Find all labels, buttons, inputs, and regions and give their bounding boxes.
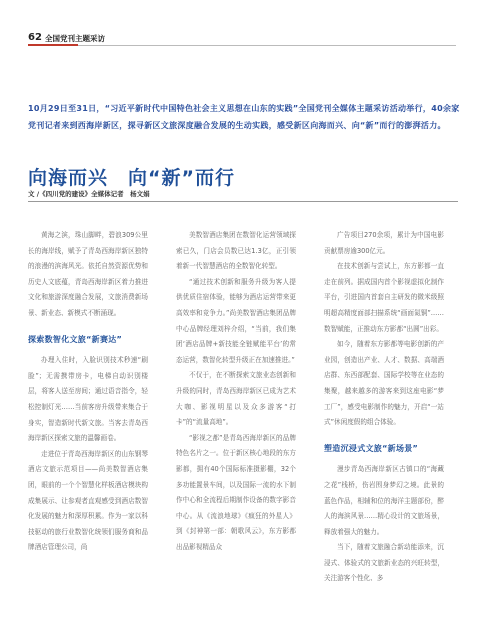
article-byline: 文 /《四川党的建设》全媒体记者 杨文娟 bbox=[28, 190, 150, 198]
column-2 bbox=[176, 228, 296, 555]
paragraph: “影视之都”是青岛西海岸新区的品牌特色名片之一。位于新区核心地段的东方影都，拥有40个国际标准摄影棚，32个多功能置景车间，以及国际一流的水下制作中心和全流程后期制作设备的数字影音中心。从《流浪地球》《疯狂的外星人》到《封神第一部：朝歌风云》，东方影都出品影视精品众 bbox=[176, 433, 296, 551]
subheading: 塑造沉浸式文旅“新场景” bbox=[324, 443, 419, 453]
paragraph: 办理入住时，入脸识别技术秒速“刷脸”；无需携带房卡，电梯自动识别楼层，将客人送至房间；通过语音指令，轻松控制灯光……当前客房升级带来集合于身实，智造新时代新文旅。当客去青岛西海岸新区探索文旅的温馨画卷。 bbox=[28, 356, 148, 443]
paragraph: 广告项目270余项，累计为中国电影贡献票房逾300亿元。 bbox=[324, 231, 444, 255]
section-title: 全国党刊主题采访 bbox=[45, 34, 105, 43]
subheading: 探索数智化文旅“新赛达” bbox=[28, 334, 123, 344]
article-lead: 10月29日至31日，“习近平新时代中国特色社会主义思想在山东的实践”全国党刊全媒体主题采访活动举行，40余家党刊记者来到西海岸新区，探寻新区文旅深度融合发展的生动实践，感受新区向海而兴、向“新”而行的澎湃活力。 bbox=[28, 104, 460, 130]
column-3 bbox=[324, 228, 444, 587]
paragraph: 漫步青岛西海岸新区古镇口的“海藏之花”栈桥，伤岩围身梦幻之境。此景的蓝色作品，相辅和位的海洋主题部份，醉人的海滨风景……精心设计的文旅场景，释放着强大的魅力。 bbox=[324, 465, 444, 536]
article-title: 向海而兴 向“新”而行 bbox=[28, 167, 235, 189]
paragraph: 走进位于青岛西海岸新区的山东钢琴酒店文旅示范项目——尚美数智酒店集团，眼前的一个个智慧化样板酒店模块构成集展示、让参观者直观感受到酒店数智化发展的魅力和深厚积累。作为一家以科技驱动的旅行业数智化统领们服务商和品牌酒店管理公司，尚 bbox=[28, 449, 148, 552]
title-divider bbox=[28, 201, 458, 202]
paragraph: “通过技术创新和服务升级为客人提供优质住宿体验，能够为酒店运营带来更高效率和竞争力。”尚美数智酒店集团品牌中心品牌经理刘梓介绍，“当前，我们集团‘酒店品牌+新技能全链赋能平台’的常态运营，数智化转型升级正在加速推进。” bbox=[176, 277, 296, 364]
header-divider bbox=[28, 45, 456, 46]
paragraph: 黄海之滨，珠山脚畔，碧浪309公里长的海岸线，赋予了青岛西海岸新区独特的浪漫的滨海风光。依托自然资源优势和历史人文底蕴，青岛西海岸新区着力推进文化和旅游深度融合发展，文旅消费新场景、新业态、新模式不断涌现。 bbox=[28, 231, 148, 317]
paragraph: 美数智酒店集团在数智化运营领域探索已久，门店会员数已达1.3亿，正引领着新一代智慧酒店的全数智化转型。 bbox=[176, 231, 296, 271]
paragraph: 在技术创新与尝试上，东方影都一直走在前列。据成国内首个影视虚拟化制作平台，引进国内首套自主研发的微米级照明超高精度面部扫描系统“画面氮铜”……数智赋能，正推动东方影都“出圆”出彩。 bbox=[324, 262, 444, 333]
header-accent-bar bbox=[28, 44, 78, 46]
paragraph: 不仅于，在不断探索文旅业态创新和升级的同时，青岛西海岸新区已成为艺术大咖、影视明星以及众多游客“打卡”的“流量高地”。 bbox=[176, 371, 296, 427]
page-header bbox=[0, 30, 484, 50]
paragraph: 当下，随着文旅融合新动能添来，沉浸式、体验式的文旅新业态的兴旺转型，关注游客个性化、多 bbox=[324, 543, 444, 583]
paragraph: 如今，随着东方影都等电影创新的产业园，创造出产业、人才、数据、高端酒店群、东西部配套、国际学校等在业态的集聚，越来越多的游客来到这座电影“梦工厂”，感受电影制作的魅力，开启“一站式”休闲度假的组合体验。 bbox=[324, 340, 444, 427]
column-1 bbox=[28, 228, 148, 556]
page-number: 62 bbox=[28, 32, 42, 43]
